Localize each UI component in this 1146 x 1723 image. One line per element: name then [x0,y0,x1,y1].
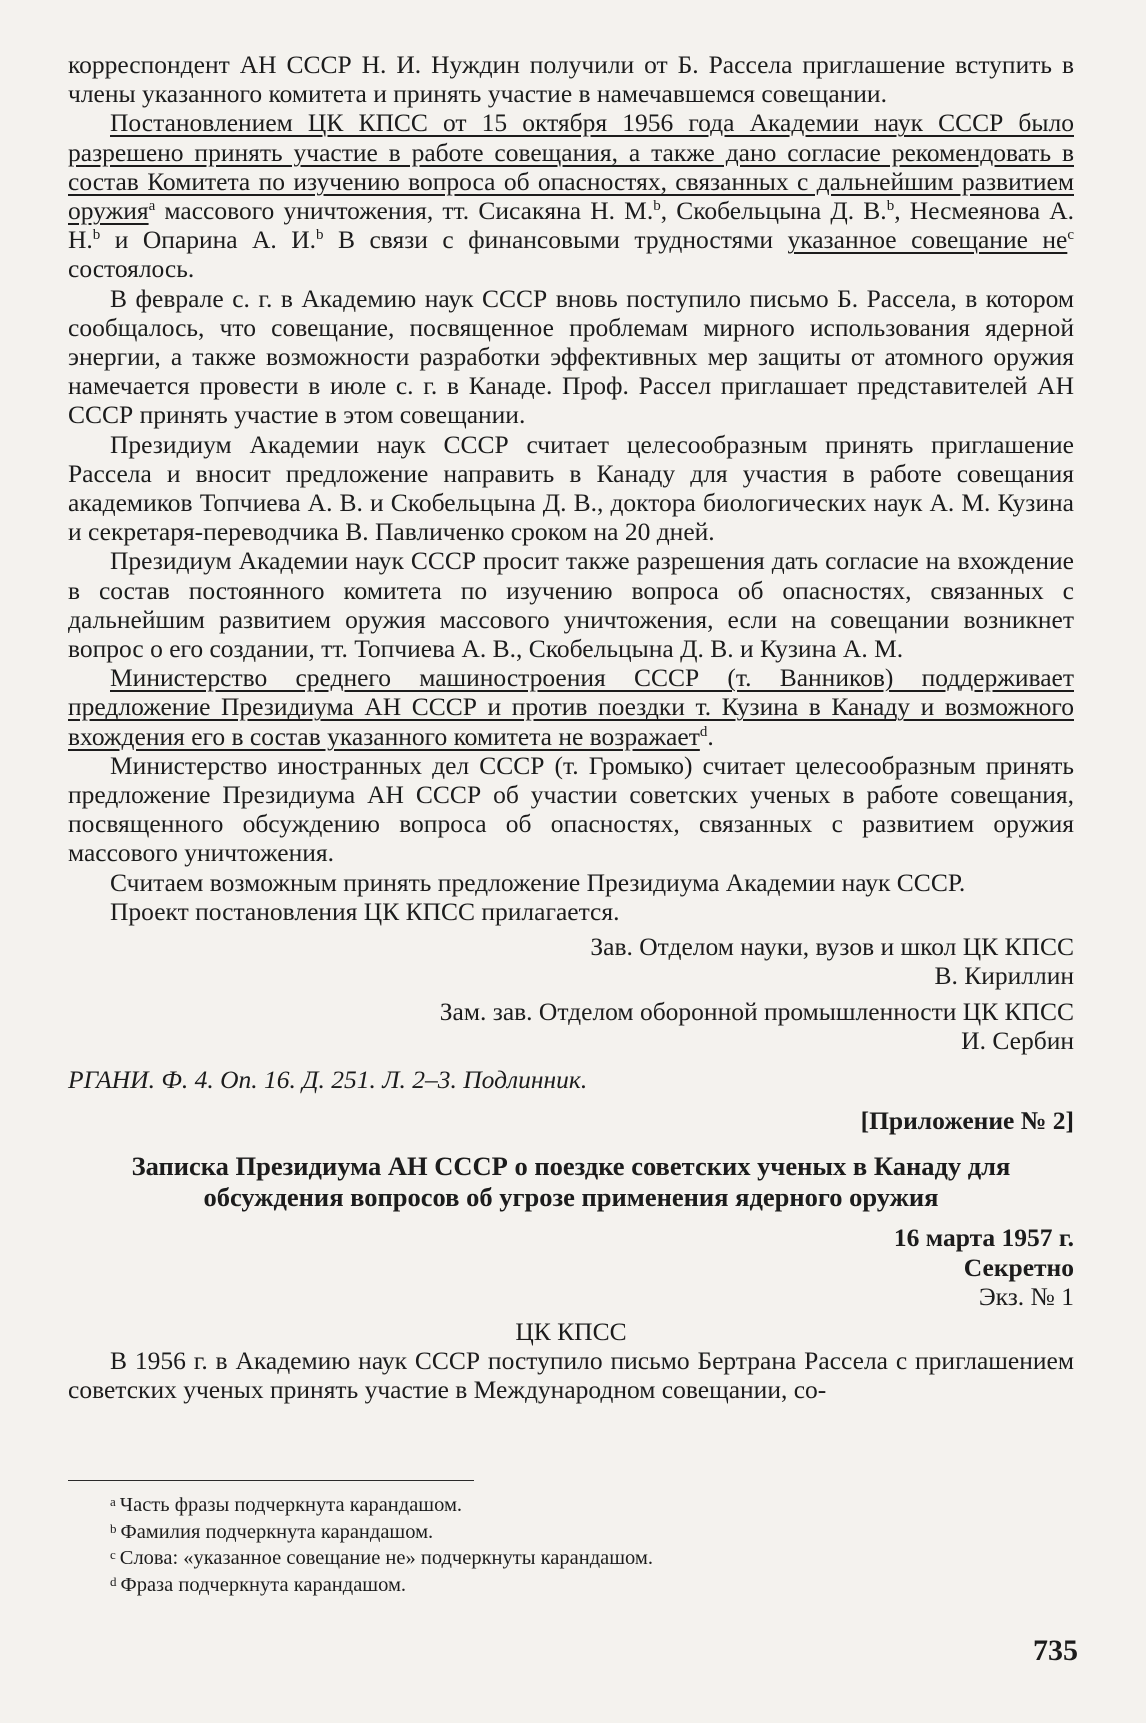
paragraph-5 [68,663,1074,751]
footnote-ref-c: c [1067,227,1074,244]
appendix-paragraph-1: В 1956 г. в Академию наук СССР поступило письмо Бертрана Рассела с приглашением советских ученых принять участие в Международном совещании, со- [68,1346,1074,1405]
footnote-ref-b4: b [316,227,324,244]
underlined-resolution-text: Постановлением ЦК КПСС от 15 октября 1956 года Академии наук СССР было разрешено принять участие в работе совещания, а также дано согласие рекомендовать в состав Комитета по изучению вопроса об опасностях, связанных с дальнейшим развитием оружия [68,108,1074,226]
footnote-ref-b1: b [653,198,661,215]
paragraph-1-text-6: состоялось. [68,254,195,284]
footnote-text: Часть фразы подчеркнута карандашом. [119,1494,463,1516]
paragraph-1-text-3: , Несмеянова А. Н. [68,196,1074,255]
signature-1-title: Зав. Отделом науки, вузов и школ ЦК КПСС [590,932,1074,962]
paragraph-7: Считаем возможным принять предложение Президиума Академии наук СССР. [110,867,966,897]
page-number: 735 [1033,1634,1078,1667]
paragraph-4: Президиум Академии наук СССР просит также разрешения дать согласие на вхождение в состав постоянного комитета по изучению вопроса об опасностях, связанных с дальнейшим развитием оружия массового уничтожения, если на совещании возникнет вопрос о его создании, тт. Топчиева А. В., Скобельцына Д. В. и Кузина А. М. [68,546,1074,664]
footnote-text: Фраза подчеркнута карандашом. [120,1573,407,1596]
paragraph-2: В феврале с. г. в Академию наук СССР вновь поступило письмо Б. Рассела, в котором сообщалось, что совещание, посвященное проблемам мирного использования ядерной энергии, а также возможности разработки эффективных мер защиты от атомного оружия намечается провести в июле с. г. в Канаде. Проф. Рассел приглашает представителей АН СССР принять участие в этом совещании. [68,283,1074,430]
paragraph-1-text-1: массового уничтожения, тт. Сисакяна Н. М. [155,196,654,226]
paragraph-1-text-5: В связи с финансовыми трудностями [323,225,788,255]
paragraph-6: Министерство иностранных дел СССР (т. Громыко) считает целесообразным принять предложение Президиума АН СССР об участии советских ученых в работе совещания, посвященного обсуждению вопроса об опасностях, связанных с развитием оружия массового уничтожения. [68,750,1074,868]
footnote-ref-d: d [699,723,708,740]
footnote-text: Фамилия подчеркнута карандашом. [120,1520,434,1543]
secrecy-stamp: Секретно [963,1252,1074,1282]
footnote-d [110,1572,1030,1599]
main-text-column [68,50,1074,1405]
paragraph-1-text-4: и Опарина А. И. [100,225,317,255]
footnote-ref-b3: b [92,227,101,244]
signature-1-name: В. Кириллин [934,961,1074,991]
paragraph-5-text: . [707,721,714,751]
signature-2-name: И. Сербин [961,1025,1074,1055]
footnote-a [110,1492,1030,1519]
footnote-ref-a: a [148,198,156,215]
paragraph-8: Проект постановления ЦК КПСС прилагается. [110,896,620,926]
footnote-ref-b2: b [886,198,895,215]
addressee: ЦК КПСС [515,1316,627,1346]
footnote-mark: c [110,1547,116,1562]
paragraph-0: корреспондент АН СССР Н. И. Нуждин получили от Б. Рассела приглашение вступить в члены указанного комитета и принять участие в намечавшемся совещании. [68,50,1074,109]
footnote-text: Слова: «указанное совещание не» подчеркнуты карандашом. [119,1547,653,1569]
underlined-meeting-text: указанное совещание не [787,225,1068,255]
footnote-mark: a [110,1494,116,1509]
copy-number: Экз. № 1 [978,1281,1074,1311]
footnotes [110,1492,1030,1598]
footnote-mark: b [110,1520,117,1536]
paragraph-1 [68,108,1074,283]
paragraph-1-text-2: , Скобельцына Д. В. [660,196,887,226]
appendix-label: [Приложение № 2] [860,1106,1074,1136]
signature-2-title: Зам. зав. Отделом оборонной промышленности ЦК КПСС [439,996,1074,1026]
footnote-mark: d [110,1573,117,1589]
footnote-b [110,1519,1030,1546]
footnote-c [110,1545,1030,1572]
document-title: Записка Президиума АН СССР о поездке советских ученых в Канаду для обсуждения вопросов об угрозе применения ядерного оружия [131,1151,1011,1213]
document-date: 16 марта 1957 г. [893,1223,1074,1253]
paragraph-3: Президиум Академии наук СССР считает целесообразным принять приглашение Рассела и вносит предложение направить в Канаду для участия в работе совещания академиков Топчиева А. В. и Скобельцына Д. В., доктора биологических наук А. М. Кузина и секретаря-переводчика В. Павличенко сроком на 20 дней. [68,429,1074,547]
archive-reference: РГАНИ. Ф. 4. Оп. 16. Д. 251. Л. 2–3. Подлинник. [68,1064,588,1094]
footnote-divider [68,1480,474,1481]
underlined-ministry-text: Министерство среднего машиностроения СССР (т. Ванников) поддерживает предложение Президиума АН СССР и против поездки т. Кузина в Канаду и возможного вхождения его в состав указанного комитета не возражает [68,663,1074,751]
